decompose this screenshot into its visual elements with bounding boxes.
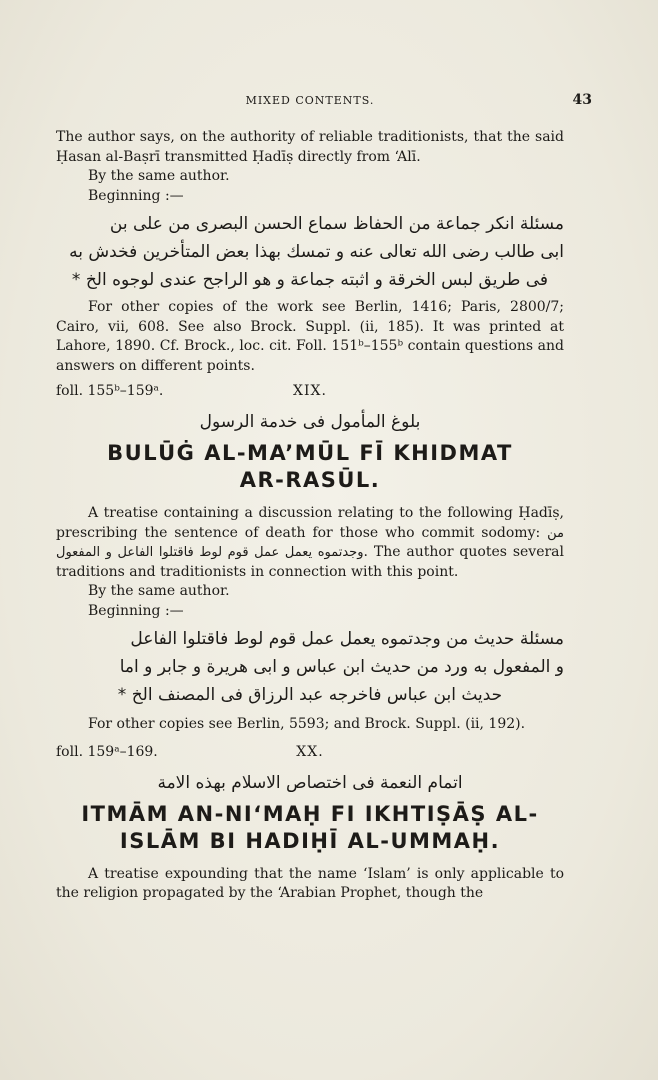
arabic-line: مسئلة انكر جماعة من الحفاظ سماع الحسن البصرى من على بن [109, 214, 564, 234]
paragraph-other-copies: For other copies see Berlin, 5593; and Brock. Suppl. (ii, 192). [88, 716, 526, 732]
folio-range: foll. 159ᵃ–169. [56, 743, 158, 760]
paragraph-treatise: A treatise containing a discussion relating to the following Ḥadīṣ, prescribing the sentence of death for those who commit sodomy: من وجدتموه يعمل عمل قوم لوط فاقتلوا الفاعل و المفعول. The author quotes several traditions and traditionists in connection with this point. [56, 505, 564, 580]
section-title: AR-RASŪL. [239, 468, 381, 492]
section-title: BULŪĠ AL-MA’MŪL FĪ KHIDMAT [107, 441, 513, 465]
arabic-title: اتمام النعمة فى اختصاص الاسلام بهذه الامة [157, 772, 463, 793]
arabic-line: و المفعول به ورد من حديث ابن عباس و ابى هريرة و جابر و اما [119, 657, 564, 677]
running-title: MIXED CONTENTS. [245, 94, 375, 107]
folio-range: foll. 155ᵇ–159ᵃ. [56, 383, 164, 399]
arabic-title: بلوغ المأمول فى خدمة الرسول [199, 412, 421, 432]
section-title: ISLĀM BI HADIḤĪ AL-UMMAḤ. [119, 828, 501, 853]
treatise-text: The author quotes several traditions and traditionists in connection with this point. [56, 544, 564, 580]
arabic-line: مسئلة حديث من وجدتموه يعمل عمل قوم لوط فاقتلوا الفاعل [130, 629, 564, 649]
arabic-line: ابى طالب رضى الله تعالى عنه و تمسك بهذا بعض المتأخرين فخدش به [69, 242, 564, 262]
hadith-arabic: من وجدتموه يعمل عمل قوم لوط فاقتلوا الفاعل و المفعول [56, 525, 564, 560]
paragraph-beginning: Beginning :— [88, 187, 184, 204]
paragraph-beginning: Beginning :— [88, 602, 184, 619]
paragraph-other-copies: For other copies of the work see Berlin, 1416; Paris, 2800/7; Cairo, vii, 608. See also Brock. Suppl. (ii, 185). It was printed at Lahore, 1890. Cf. Brock., loc. cit. Foll. 151ᵇ–155ᵇ contain questions and answers on different points. [56, 299, 564, 374]
section-19-locator [56, 380, 564, 402]
treatise-text: A treatise containing a discussion relating to the following Ḥadīṣ, prescribing the sentence of death for those who commit sodomy: [56, 505, 564, 541]
section-number: XX. [296, 743, 324, 760]
section-number: XIX. [293, 383, 327, 399]
section-title: ITMĀM AN-NI‘MAḤ FI IKHTIṢĀṢ AL- [81, 801, 539, 826]
section-20-locator [56, 741, 564, 763]
running-header [58, 92, 592, 110]
page-body [56, 128, 564, 904]
arabic-line: فى طريق لبس الخرقة و اثبته جماعة و هو الراجح عندى لوجوه الخ * [71, 270, 549, 290]
page-number: 43 [572, 92, 592, 108]
arabic-line: حديث ابن عباس فاخرجه عبد الرزاق فى المصنف الخ * [117, 685, 503, 705]
paragraph-same-author: By the same author. [88, 168, 230, 184]
paragraph-same-author: By the same author. [88, 583, 230, 599]
paragraph-authority: The author says, on the authority of reliable traditionists, that the said Ḥasan al-Baṣrī transmitted Ḥadīṣ directly from ‘Alī. [56, 129, 564, 165]
paragraph-treatise: A treatise expounding that the name ‘Islam’ is only applicable to the religion propagated by the ‘Arabian Prophet, though the [56, 865, 564, 901]
